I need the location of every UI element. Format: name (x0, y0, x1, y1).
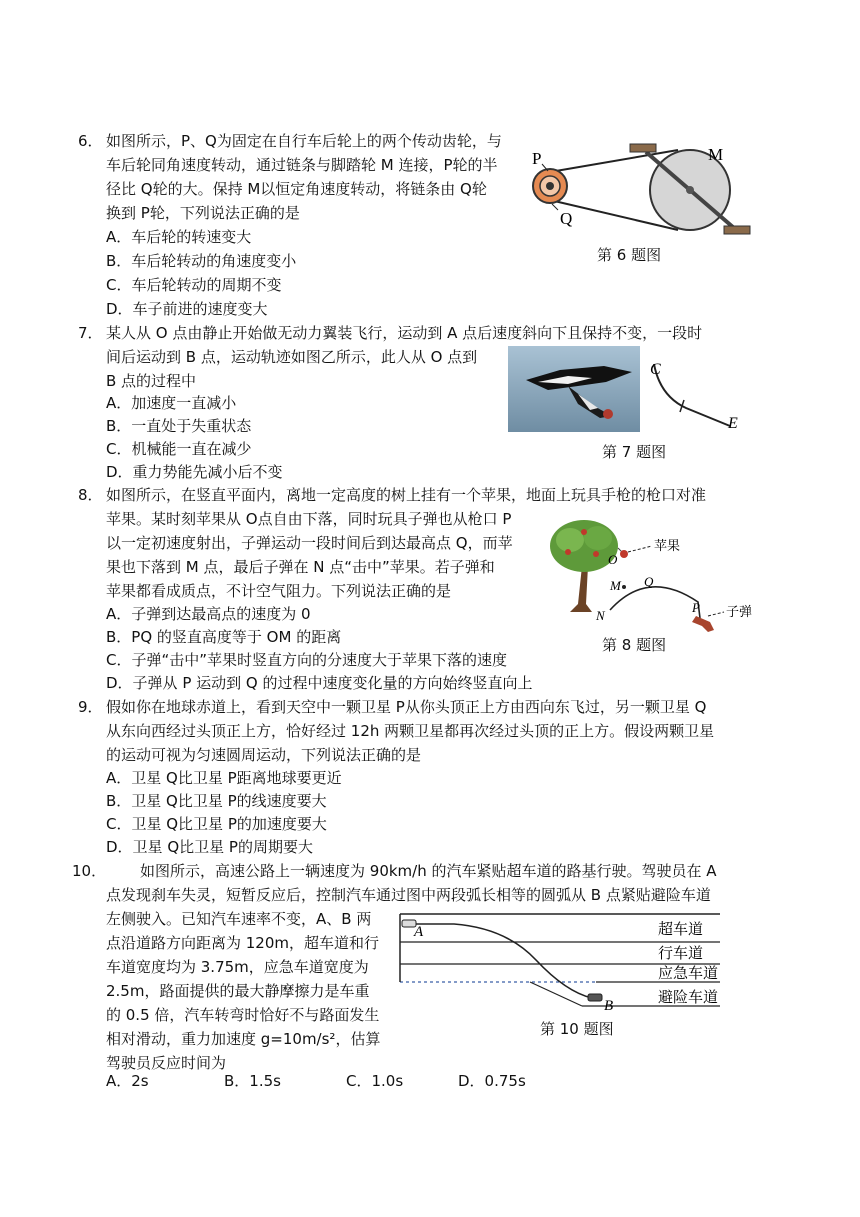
label-p: P (692, 600, 700, 615)
question-text-line: 从东向西经过头顶正上方，恰好经过 12h 两颗卫星都再次经过头顶的正上方。假设两颗卫星 (106, 722, 715, 740)
question-number: 10． (72, 862, 107, 880)
option-b: B．车后轮转动的角速度变小 (106, 252, 297, 270)
figure-caption: 第 6 题图 (597, 246, 662, 264)
question-number: 7． (78, 324, 103, 342)
lane-name-escape: 避险车道 (658, 990, 719, 1006)
option-c: C．子弹“击中”苹果时竖直方向的分速度大于苹果下落的速度 (106, 651, 508, 669)
question-text-line: 点发现刹车失灵，短暂反应后，控制汽车通过图中两段弧长相等的圆弧从 B 点紧贴避险车道 (106, 886, 711, 904)
question-text-line: 的运动可视为匀速圆周运动，下列说法正确的是 (106, 746, 422, 764)
option-a: A．加速度一直减小 (106, 394, 237, 412)
option-b: B．卫星 Q比卫星 P的线速度要大 (106, 792, 327, 810)
highway-lanes-figure (396, 910, 726, 1016)
lane-name-overtaking: 超车道 (658, 922, 704, 938)
option-a: A．卫星 Q比卫星 P距离地球要更近 (106, 769, 342, 787)
option-d: D．子弹从 P 运动到 Q 的过程中速度变化量的方向始终竖直向上 (106, 674, 533, 692)
question-text-line: 的 0.5 倍，汽车转弯时恰好不与路面发生 (106, 1006, 380, 1024)
label-o: O (608, 552, 618, 567)
label-q: Q (560, 209, 573, 228)
question-text-line: 左侧驶入。已知汽车速率不变，A、B 两 (106, 910, 372, 928)
question-text-line: 径比 Q轮的大。保持 M以恒定角速度转动，将链条由 Q轮 (106, 180, 487, 198)
question-text-line: 车道宽度均为 3.75m，应急车道宽度为 (106, 958, 369, 976)
label-q: Q (644, 574, 654, 589)
question-text-line: 点沿道路方向距离为 120m，超车道和行 (106, 934, 380, 952)
option-d: D．重力势能先减小后不变 (106, 463, 283, 481)
question-number: 6． (78, 132, 103, 150)
label-m: M (708, 145, 724, 164)
option-b: B．1.5s (224, 1072, 281, 1090)
question-number: 8． (78, 486, 103, 504)
label-n: N (596, 608, 605, 623)
label-p: P (532, 149, 542, 168)
option-d: D．0.75s (458, 1072, 526, 1090)
question-text-line: 车后轮同角速度转动，通过链条与脚踏轮 M 连接，P轮的半 (106, 156, 498, 174)
question-text-line: 如图所示，P、Q为固定在自行车后轮上的两个传动齿轮，与 (106, 132, 502, 150)
option-d: D．车子前进的速度变大 (106, 300, 268, 318)
bicycle-gear-figure (528, 138, 768, 238)
option-c: C．车后轮转动的周期不变 (106, 276, 282, 294)
figure-caption: 第 7 题图 (602, 443, 667, 461)
question-text-line: 驾驶员反应时间为 (106, 1054, 227, 1072)
question-number: 9． (78, 698, 103, 716)
question-text-line: 苹果都看成质点，不计空气阻力。下列说法正确的是 (106, 582, 452, 600)
lane-name-driving: 行车道 (658, 946, 704, 962)
question-text-line: 2.5m，路面提供的最大静摩擦力是车重 (106, 982, 370, 1000)
figure-caption: 第 10 题图 (540, 1020, 614, 1038)
trajectory-figure (640, 354, 740, 434)
question-text-line: 某人从 O 点由静止开始做无动力翼装飞行，运动到 A 点后速度斜向下且保持不变，一段时 (106, 324, 703, 342)
option-b: B．一直处于失重状态 (106, 417, 252, 435)
option-d: D．卫星 Q比卫星 P的周期要大 (106, 838, 313, 856)
label-m: M (610, 578, 621, 593)
label-apple: 苹果 (654, 538, 681, 553)
option-a: A．2s (106, 1072, 149, 1090)
option-c: C．1.0s (346, 1072, 404, 1090)
question-text-line: 果也下落到 M 点，最后子弹在 N 点“击中”苹果。若子弹和 (106, 558, 495, 576)
option-c: C．卫星 Q比卫星 P的加速度要大 (106, 815, 327, 833)
question-text-line: 以一定初速度射出，子弹运动一段时间后到达最高点 Q，而苹 (106, 534, 513, 552)
option-a: A．子弹到达最高点的速度为 0 (106, 605, 311, 623)
question-text-line: 苹果。某时刻苹果从 O点自由下落，同时玩具子弹也从枪口 P (106, 510, 512, 528)
label-bullet: 子弹 (726, 604, 753, 619)
label-c: C (650, 361, 661, 378)
figure-caption: 第 8 题图 (602, 636, 667, 654)
question-text-line: 假如你在地球赤道上，看到天空中一颗卫星 P从你头顶正上方由西向东飞过，另一颗卫星 Q (106, 698, 707, 716)
question-text-line: B 点的过程中 (106, 372, 197, 390)
apple-bullet-figure (548, 512, 762, 636)
label-b: B (604, 998, 614, 1014)
option-b: B．PQ 的竖直高度等于 OM 的距离 (106, 628, 342, 646)
question-text-line: 间后运动到 B 点，运动轨迹如图乙所示，此人从 O 点到 (106, 348, 478, 366)
label-e: E (728, 415, 738, 432)
option-a: A．车后轮的转速变大 (106, 228, 252, 246)
question-text-line: 相对滑动，重力加速度 g=10m/s²，估算 (106, 1030, 381, 1048)
question-text-line: 如图所示，高速公路上一辆速度为 90km/h 的汽车紧贴超车道的路基行驶。驾驶员在 A (140, 862, 717, 880)
option-c: C．机械能一直在减少 (106, 440, 252, 458)
label-a: A (414, 924, 424, 940)
question-text-line: 如图所示，在竖直平面内，离地一定高度的树上挂有一个苹果，地面上玩具手枪的枪口对准 (106, 486, 707, 504)
question-text-line: 换到 P轮，下列说法正确的是 (106, 204, 300, 222)
lane-name-emergency: 应急车道 (658, 966, 719, 982)
wingsuit-photo (508, 346, 640, 432)
